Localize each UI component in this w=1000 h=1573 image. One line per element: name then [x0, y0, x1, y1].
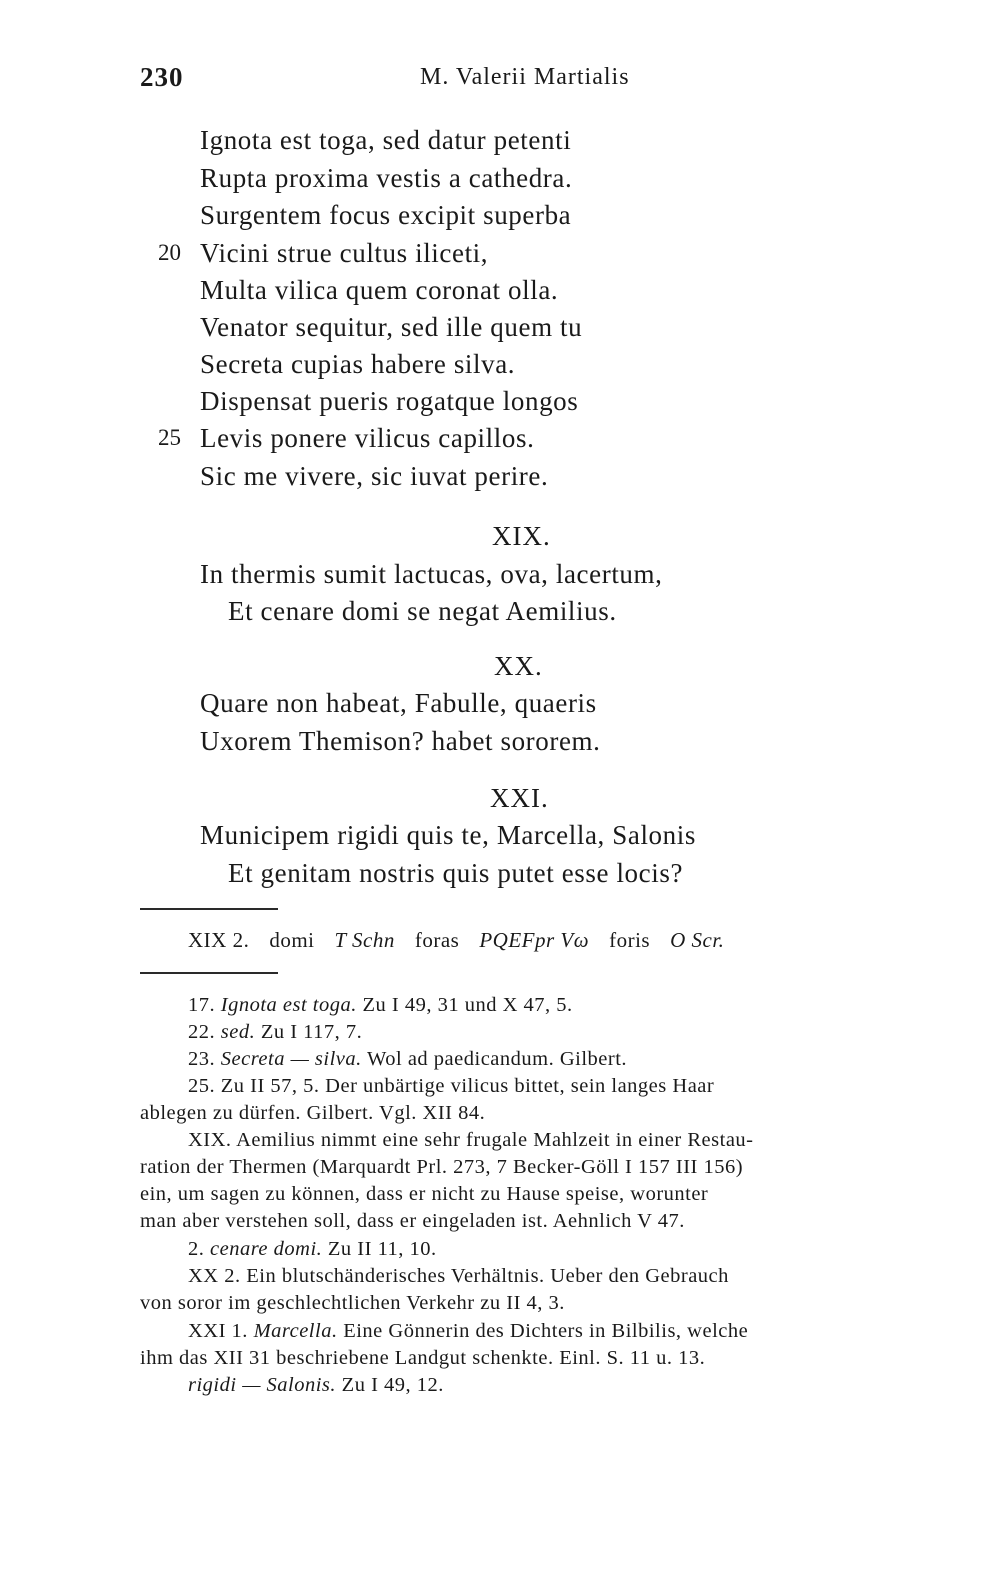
commentary-note-cont: ablegen zu dürfen. Gilbert. Vgl. XII 84. — [140, 1102, 486, 1124]
commentary-note-cont: von soror im geschlechtlichen Verkehr zu II 4, 3. — [140, 1292, 565, 1314]
note-lemma: rigidi — Salonis. — [188, 1374, 337, 1396]
commentary-note — [188, 1263, 729, 1289]
note-number: 17. — [188, 994, 216, 1016]
commentary-rule — [140, 972, 278, 974]
note-text: Zu II 57, 5. Der unbärtige vilicus bittet, sein langes Haar — [220, 1075, 715, 1097]
note-text: Zu I 49, 12. — [341, 1374, 444, 1396]
note-text: Aemilius nimmt eine sehr frugale Mahlzeit in einer Restau- — [236, 1129, 754, 1151]
verse-line: Rupta proxima vestis a cathedra. — [200, 163, 573, 193]
page-number: 230 — [140, 62, 184, 92]
apparatus-rule — [140, 908, 278, 910]
note-text: Ein blutschänderisches Verhältnis. Ueber den Gebrauch — [246, 1265, 729, 1287]
apparatus-sigla: T Schn — [334, 928, 395, 952]
verse-line: Sic me vivere, sic iuvat perire. — [200, 461, 549, 491]
note-number: 2. — [188, 1238, 205, 1260]
verse-line: Et cenare domi se negat Aemilius. — [228, 596, 617, 626]
note-number: 23. — [188, 1048, 216, 1070]
verse-line: Vicini strue cultus iliceti, — [200, 238, 489, 268]
commentary-note-cont: ration der Thermen (Marquardt Prl. 273, 7 Becker-Göll I 157 III 156) — [140, 1156, 744, 1178]
note-text: Zu I 49, 31 und X 47, 5. — [362, 994, 573, 1016]
commentary-note — [188, 1127, 754, 1153]
verse-line: Levis ponere vilicus capillos. — [200, 423, 535, 453]
commentary-note — [188, 1236, 437, 1262]
line-number: 20 — [158, 240, 181, 265]
verse-line: Uxorem Themison? habet sororem. — [200, 726, 601, 756]
commentary-note — [188, 1372, 444, 1398]
line-number: 25 — [158, 425, 181, 450]
note-text: Zu II 11, 10. — [327, 1238, 437, 1260]
note-text: Wol ad paedicandum. Gilbert. — [367, 1048, 628, 1070]
critical-apparatus — [188, 928, 744, 953]
verse-line: Surgentem focus excipit superba — [200, 200, 572, 230]
commentary-note-cont: ihm das XII 31 beschriebene Landgut schenkte. Einl. S. 11 u. 13. — [140, 1347, 706, 1369]
note-number: XIX. — [188, 1129, 232, 1151]
verse-line: Ignota est toga, sed datur petenti — [200, 125, 572, 155]
poem-heading: XX. — [494, 651, 543, 681]
apparatus-variant: foris — [609, 928, 651, 952]
commentary-note — [188, 1073, 714, 1099]
verse-line: Multa vilica quem coronat olla. — [200, 275, 559, 305]
verse-line: Et genitam nostris quis putet esse locis? — [228, 858, 684, 888]
apparatus-variant: foras — [414, 928, 460, 952]
commentary-note — [188, 992, 573, 1018]
poem-heading: XXI. — [490, 783, 549, 813]
note-number: 22. — [188, 1021, 216, 1043]
note-lemma: cenare domi. — [210, 1238, 323, 1260]
commentary-note — [188, 1019, 362, 1045]
note-number: 25. — [188, 1075, 216, 1097]
note-lemma: Ignota est toga. — [220, 994, 357, 1016]
note-text: Zu I 117, 7. — [260, 1021, 363, 1043]
commentary-note — [188, 1318, 748, 1344]
verse-line: Quare non habeat, Fabulle, quaeris — [200, 688, 597, 718]
verse-line: Secreta cupias habere silva. — [200, 349, 516, 379]
verse-line: Venator sequitur, sed ille quem tu — [200, 312, 583, 342]
verse-line: Municipem rigidi quis te, Marcella, Salonis — [200, 820, 696, 850]
note-lemma: Secreta — silva. — [220, 1048, 362, 1070]
commentary-note-cont: man aber verstehen soll, dass er eingeladen ist. Aehnlich V 47. — [140, 1210, 685, 1232]
verse-line: Dispensat pueris rogatque longos — [200, 386, 579, 416]
page-header — [140, 62, 900, 102]
running-title: M. Valerii Martialis — [420, 64, 630, 90]
note-lemma: sed. — [220, 1021, 256, 1043]
apparatus-lemma: domi — [269, 928, 315, 952]
verse-line: In thermis sumit lactucas, ova, lacertum, — [200, 559, 663, 589]
note-number: XXI 1. — [188, 1320, 248, 1342]
note-number: XX 2. — [188, 1265, 241, 1287]
apparatus-sigla: PQEFpr Vω — [479, 928, 590, 952]
poem-heading: XIX. — [492, 521, 551, 551]
note-text: Eine Gönnerin des Dichters in Bilbilis, welche — [343, 1320, 749, 1342]
apparatus-sigla: O Scr. — [670, 928, 725, 952]
commentary-note — [188, 1046, 627, 1072]
note-lemma: Marcella. — [253, 1320, 338, 1342]
apparatus-ref: XIX 2. — [188, 928, 250, 952]
commentary-note-cont: ein, um sagen zu können, dass er nicht zu Hause speise, worunter — [140, 1183, 709, 1205]
